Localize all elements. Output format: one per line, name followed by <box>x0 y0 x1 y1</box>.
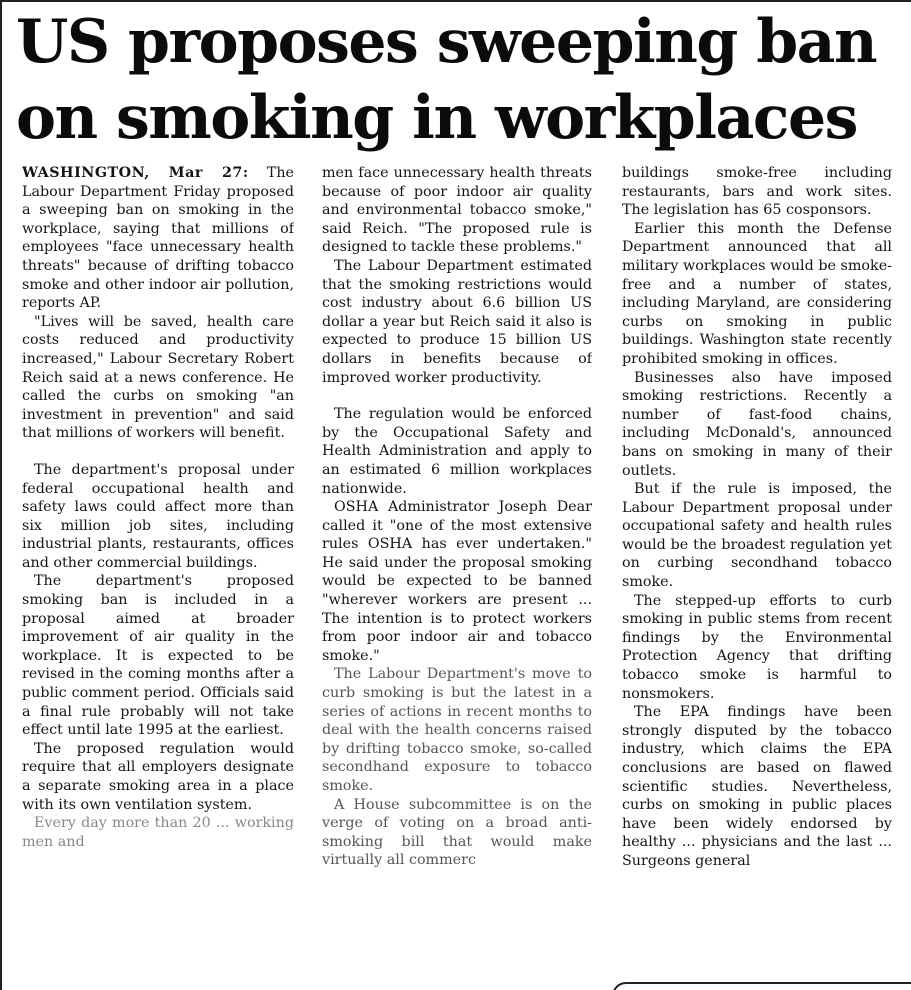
paragraph <box>22 164 294 313</box>
paragraph: OSHA Administrator Joseph Dear called it "one of the most extensive rules OSHA has ever undertaken." He said under the proposal smoking would be expected to be banned "wherever workers are present ... The intention is to protect workers from poor indoor air and tobacco smoke." <box>322 499 592 664</box>
paragraph: The department's proposed smoking ban is included in a proposal aimed at broader improvement of air quality in the workplace. It is expected to be revised in the coming months after a public comment period. Officials said a final rule probably will not take effect until late 1995 at the earliest. <box>22 573 294 739</box>
paragraph: buildings smoke-free including restaurants, bars and work sites. The legislation has 65 cosponsors. <box>622 165 892 219</box>
column-3 <box>622 164 892 990</box>
article-body <box>2 164 911 990</box>
paragraph: Earlier this month the Defense Department announced that all military workplaces would be smoke-free and a number of states, including Maryland, are considering curbs on smoking in public buildings. Washington state recently prohibited smoking in offices. <box>622 220 892 367</box>
paragraph: The regulation would be enforced by the Occupational Safety and Health Administration and apply to an estimated 6 million workplaces nationwide. <box>322 406 592 497</box>
headline-line-2: on smoking in workplaces <box>16 83 857 153</box>
paragraph: The department's proposal under federal occupational health and safety laws could affect more than six million job sites, including industrial plants, restaurants, offices and other commercial buildings. <box>22 461 294 571</box>
dateline: WASHINGTON, Mar 27: <box>22 165 249 181</box>
paragraph: A House subcommittee is on the verge of voting on a broad anti-smoking bill that would make virtually all commerc <box>322 796 592 869</box>
paragraph: The stepped-up efforts to curb smoking in public stems from recent findings by the Environmental Protection Agency that drifting tobacco smoke is harmful to nonsmokers. <box>622 592 892 702</box>
paragraph: men face unnecessary health threats because of poor indoor air quality and environmental tobacco smoke," said Reich. "The proposed rule is designed to tackle these problems." <box>322 165 592 256</box>
headline-line-1: US proposes sweeping ban <box>16 7 877 77</box>
adjacent-box-border <box>612 982 911 990</box>
paragraph-text: The Labour Department Friday proposed a sweeping ban on smoking in the workplace, saying that millions of employees "face unnecessary health threats" because of drifting tobacco smoke and other indoor air pollution, reports AP. <box>22 165 294 312</box>
column-2 <box>322 164 592 990</box>
paragraph: Every day more than 20 ... working men and <box>22 815 294 850</box>
paragraph: The Labour Department's move to curb smoking is but the latest in a series of actions in recent months to deal with the health concerns raised by drifting tobacco smoke, so-called secondhand exposure to tobacco smoke. <box>322 666 592 794</box>
paragraph: The Labour Department estimated that the smoking restrictions would cost industry about 6.6 billion US dollar a year but Reich said it also is expected to produce 15 billion US dollars in benefits because of improved worker productivity. <box>322 257 592 386</box>
paragraph: The proposed regulation would require that all employers designate a separate smoking area in a place with its own ventilation system. <box>22 740 294 813</box>
column-1 <box>22 164 294 990</box>
headline <box>16 4 906 156</box>
paragraph: The EPA findings have been strongly disputed by the tobacco industry, which claims the EPA conclusions are based on flawed scientific studies. Nevertheless, curbs on smoking in public places have been widely endorsed by healthy ... physicians and the last ... Surgeons general <box>622 704 892 869</box>
paragraph: "Lives will be saved, health care costs reduced and productivity increased," Labour Secretary Robert Reich said at a news conference. He called the curbs on smoking "an investment in prevention" and said that millions of workers will benefit. <box>22 313 294 442</box>
paragraph: But if the rule is imposed, the Labour Department proposal under occupational safety and health rules would be the broadest regulation yet on curbing secondhand tobacco smoke. <box>622 481 892 591</box>
paragraph: Businesses also have imposed smoking restrictions. Recently a number of fast-food chains, including McDonald's, announced bans on smoking in many of their outlets. <box>622 369 892 479</box>
